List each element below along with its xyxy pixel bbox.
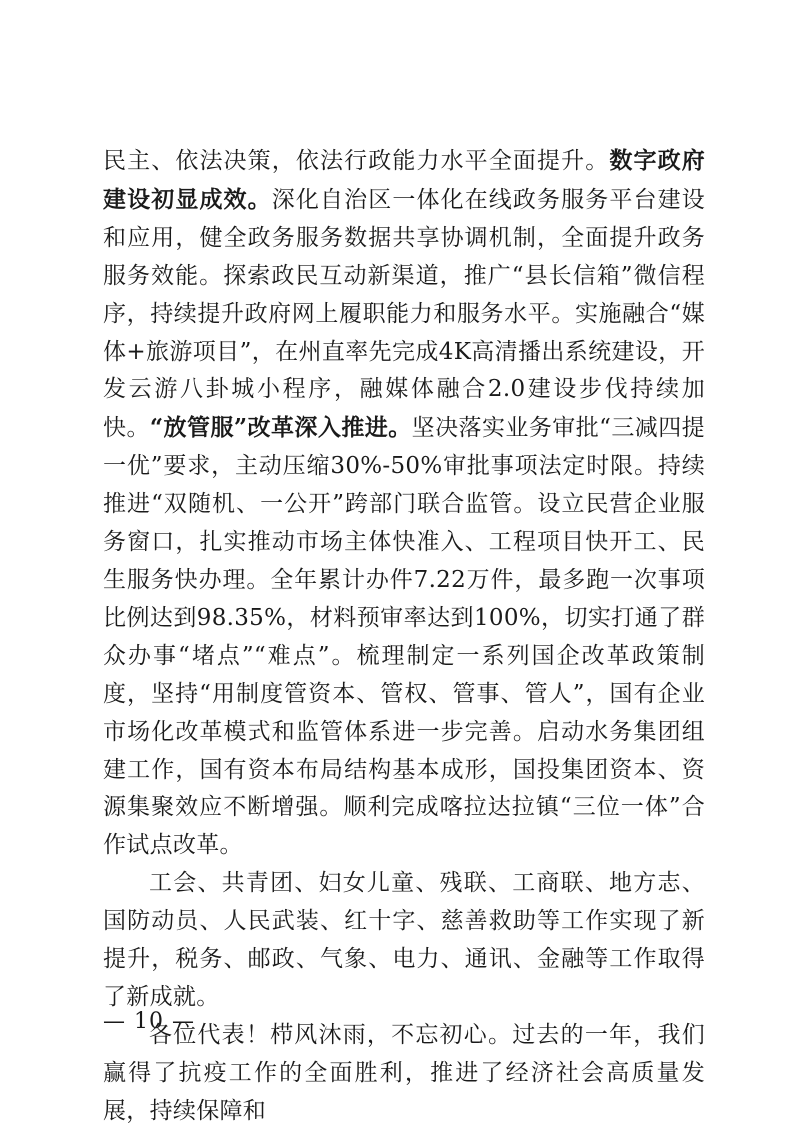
paragraph-1-text-2: 深化自治区一体化在线政务服务平台建设和应用，健全政务服务数据共享协调机制，全面提升政务服务效能。探索政民互动新渠道，推广“县长信箱”微信程序，持续提升政府网上履职能力和服务水平。实施融合“媒体+旅游项目”，在州直率先完成4K高清播出系统建设，开发云游八卦城小程序，融媒体融合2.0建设步伐持续加快。 (103, 186, 705, 442)
paragraph-2-text: 工会、共青团、妇女儿童、残联、工商联、地方志、国防动员、人民武装、红十字、慈善救助等工作实现了新提升，税务、邮政、气象、电力、通讯、金融等工作取得了新成就。 (103, 870, 705, 1010)
paragraph-1-text-1: 民主、依法决策，依法行政能力水平全面提升。 (103, 148, 610, 174)
document-body (103, 142, 705, 1131)
paragraph-2 (103, 865, 705, 1017)
paragraph-3-text: 各位代表！栉风沐雨，不忘初心。过去的一年，我们赢得了抗疫工作的全面胜利，推进了经济社会高质量发展，持续保障和 (103, 1021, 705, 1124)
paragraph-1-heading-digital-government: 数字政府建设初显成效。 (103, 147, 705, 213)
paragraph-1 (103, 142, 705, 865)
paragraph-1-heading-reform: “放管服”改革深入推进。 (149, 414, 412, 442)
page-number: — 10 — (103, 1009, 195, 1034)
paragraph-1-text-3: 坚决落实业务审批“三减四提一优”要求，主动压缩30%-50%审批事项法定时限。持续推进“双随机、一公开”跨部门联合监管。设立民营企业服务窗口，扎实推动市场主体快准入、工程项目快开工、民生服务快办理。全年累计办件7.22万件，最多跑一次事项比例达到98.35%，材料预审率达到100%，切实打通了群众办事“堵点”“难点”。梳理制定一系列国企改革政策制度，坚持“用制度管资本、管权、管事、管人”，国有企业市场化改革模式和监管体系进一步完善。启动水务集团组建工作，国有资本布局结构基本成形，国投集团资本、资源集聚效应不断增强。顺利完成喀拉达拉镇“三位一体”合作试点改革。 (103, 415, 705, 859)
